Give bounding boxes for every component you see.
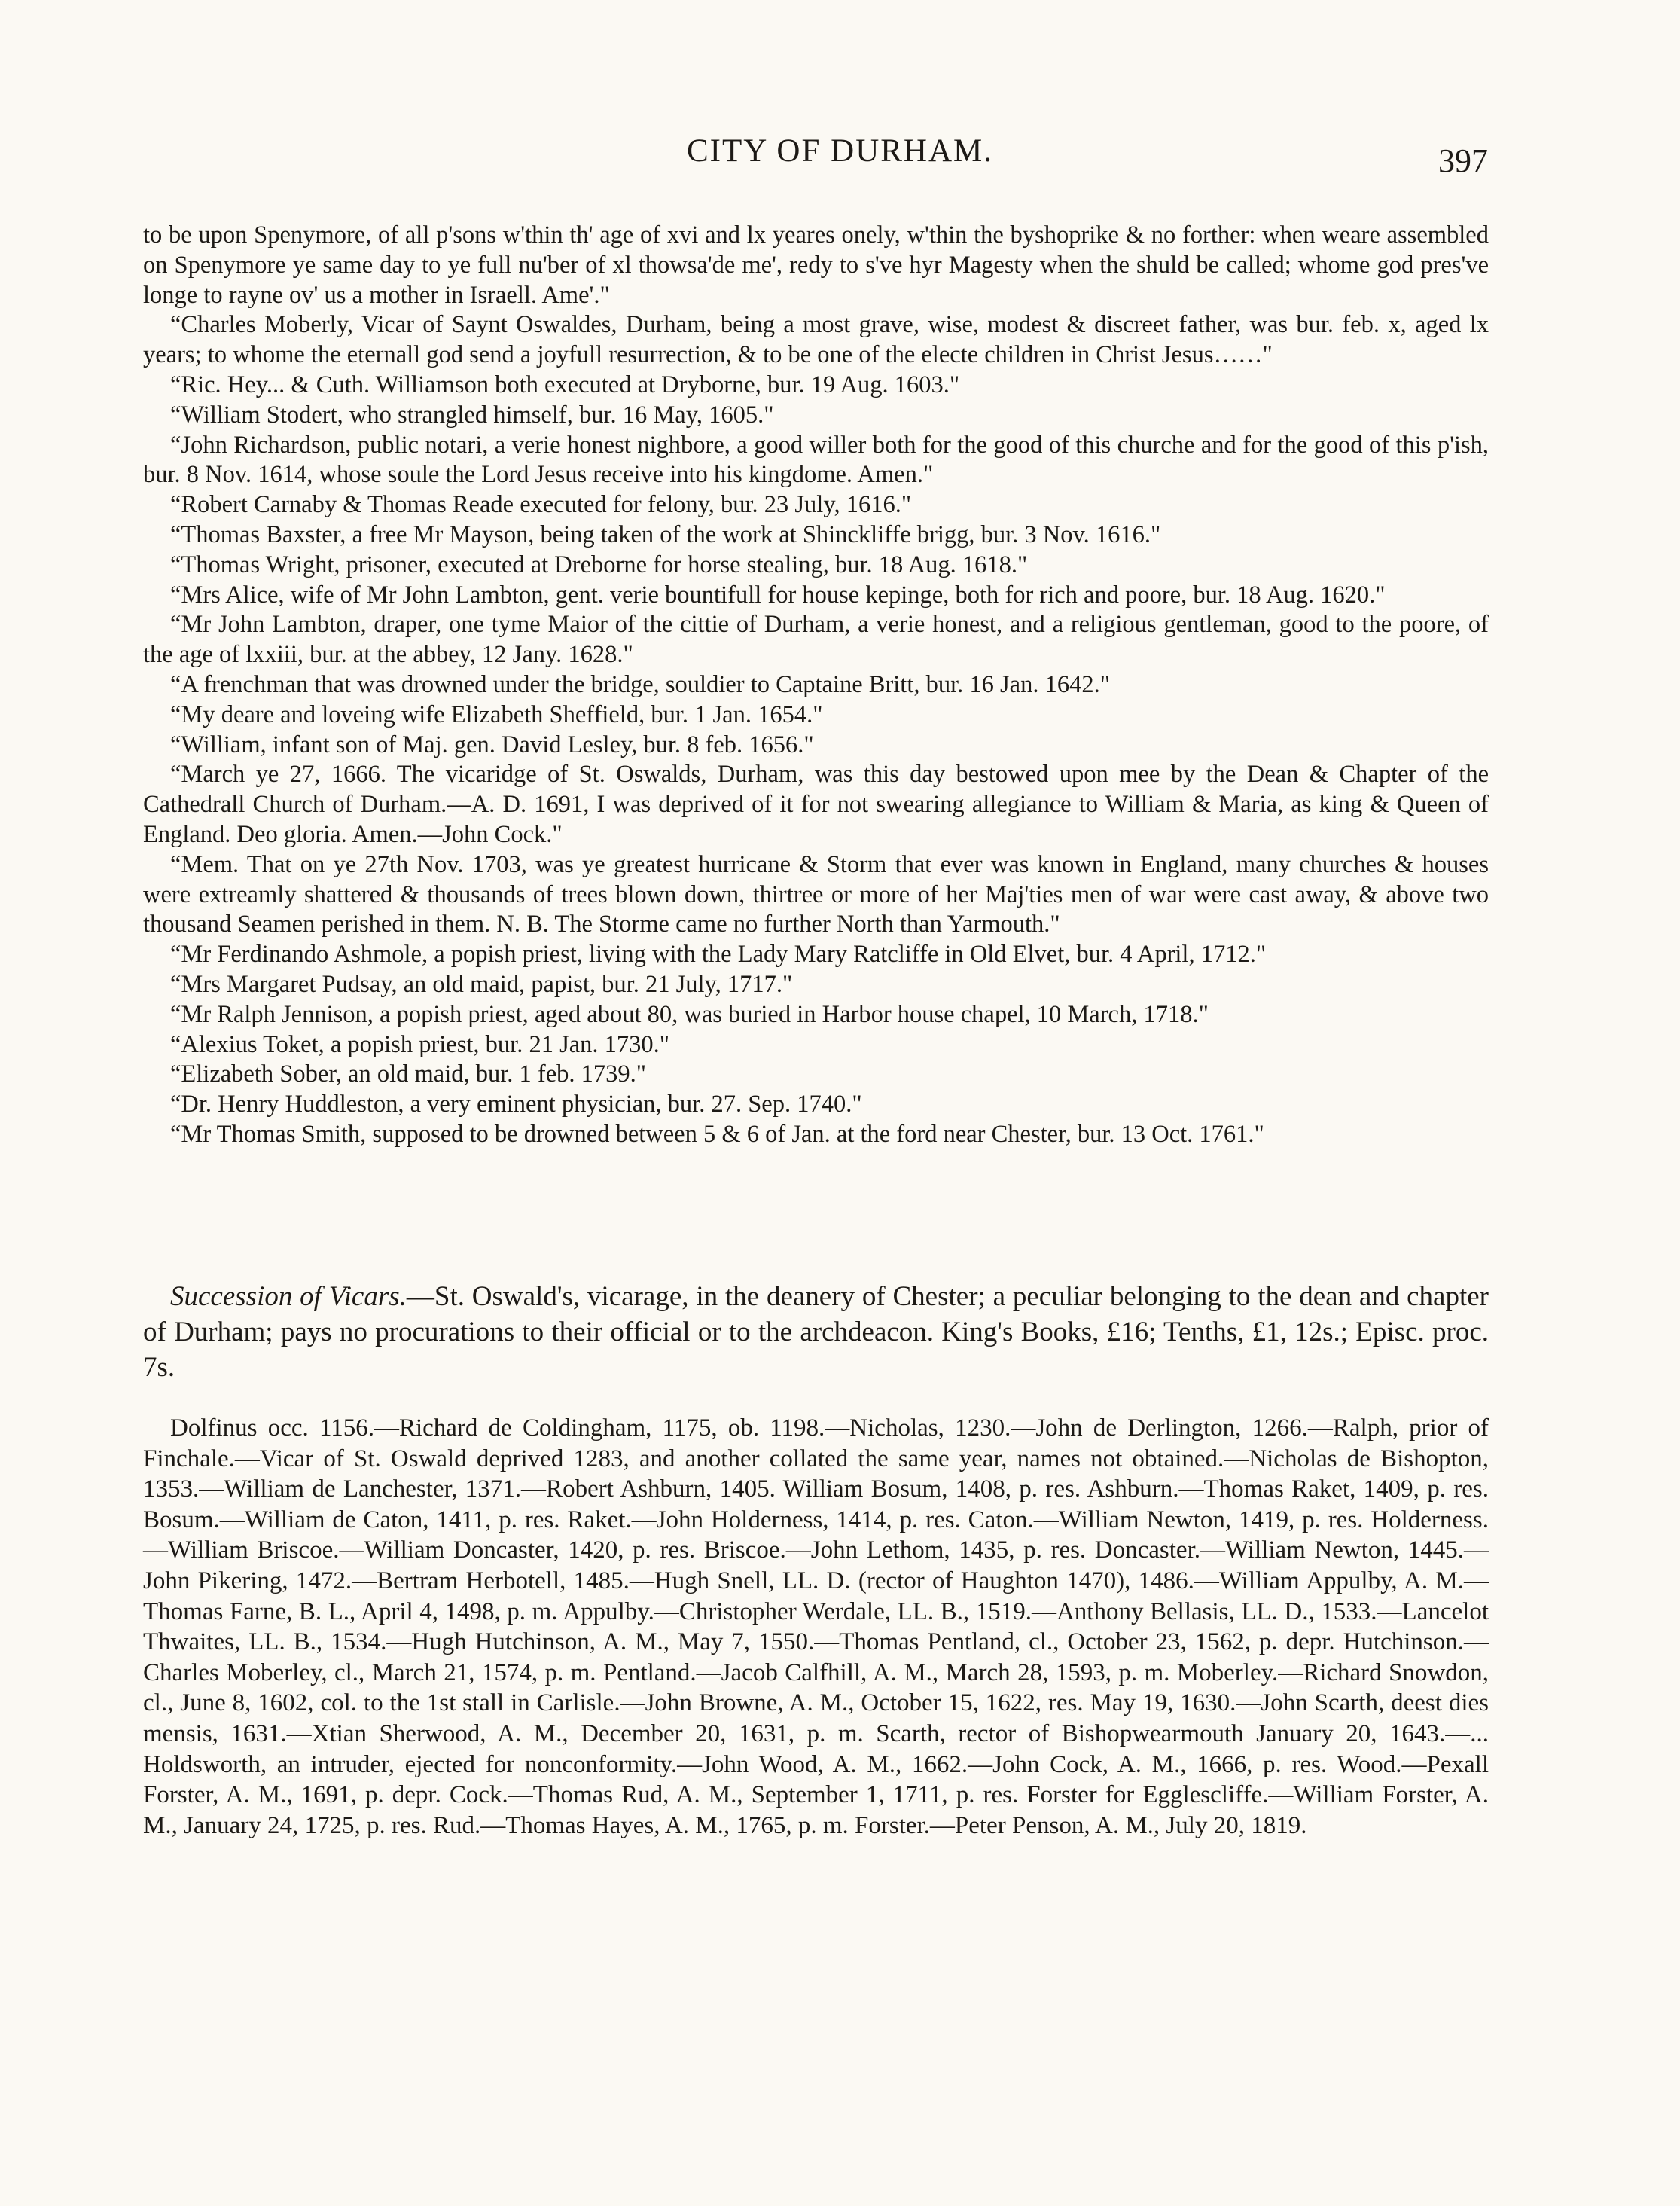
register-entry: “Elizabeth Sober, an old maid, bur. 1 feb. 1739." — [170, 1060, 647, 1088]
register-entry: “Ric. Hey... & Cuth. Williamson both executed at Dryborne, bur. 19 Aug. 1603." — [170, 371, 960, 398]
page-title: CITY OF DURHAM. — [686, 133, 994, 169]
register-entry: “William, infant son of Maj. gen. David Lesley, bur. 8 feb. 1656." — [170, 731, 814, 758]
section-title: Succession of Vicars. — [170, 1281, 407, 1312]
register-entry: “John Richardson, public notari, a verie honest nighbore, a good willer both for the good of this churche and for the good of this p'ish, bur. 8 Nov. 1614, whose soule the Lord Jesus receive into his kingdome. Amen." — [143, 431, 1489, 489]
register-entry: “Dr. Henry Huddleston, a very eminent physician, bur. 27. Sep. 1740." — [170, 1091, 862, 1118]
register-intro: to be upon Spenymore, of all p'sons w'thin th' age of xvi and lx yeares onely, w'thin the byshoprike & no forther: when weare assembled on Spenymore ye same day to ye full nu'ber of xl thowsa'de me', redy to s've hyr Magesty when the shuld be called; whome god pres've longe to rayne ov' us a mother in Israell. Ame'." — [143, 221, 1489, 309]
register-entry: “Mr John Lambton, draper, one tyme Maior of the cittie of Durham, a verie honest, and a religious gentleman, good to the poore, of the age of lxxiii, bur. at the abbey, 12 Jany. 1628." — [143, 611, 1489, 669]
succession-of-vicars-heading — [143, 1279, 1489, 1385]
register-entry: “Alexius Toket, a popish priest, bur. 21 Jan. 1730." — [170, 1030, 670, 1058]
register-entry: “Mr Ralph Jennison, a popish priest, aged about 80, was buried in Harbor house chapel, 10 March, 1718." — [170, 1000, 1209, 1028]
section-description: —St. Oswald's, vicarage, in the deanery of Chester; a peculiar belonging to the dean and chapter of Durham; pays no procurations to their official or to the archdeacon. King's Books, £16; Tenths, £1, 12s.; Episc. proc. 7s. — [143, 1281, 1489, 1383]
register-entry: “Thomas Baxster, a free Mr Mayson, being taken of the work at Shinckliffe brigg, bur. 3 Nov. 1616." — [170, 520, 1161, 548]
register-entry: “March ye 27, 1666. The vicaridge of St. Oswalds, Durham, was this day bestowed upon mee by the Dean & Chapter of the Cathedrall Church of Durham.—A. D. 1691, I was deprived of it for not swearing allegiance to William & Maria, as king & Queen of England. Deo gloria. Amen.—John Cock." — [143, 761, 1489, 848]
register-entry: “A frenchman that was drowned under the bridge, souldier to Captaine Britt, bur. 16 Jan. 1642." — [170, 670, 1110, 698]
register-entry: “Mem. That on ye 27th Nov. 1703, was ye greatest hurricane & Storm that ever was known in England, many churches & houses were extreamly shattered & thousands of trees blown down, thirtree or more of her Maj'ties men of war were cast away, & above two thousand Seamen perished in them. N. B. The Storme came no further North than Yarmouth." — [143, 850, 1489, 938]
page-number: 397 — [1438, 142, 1488, 179]
register-entry: “Mrs Margaret Pudsay, an old maid, papist, bur. 21 July, 1717." — [170, 970, 793, 998]
register-entry: “My deare and loveing wife Elizabeth Sheffield, bur. 1 Jan. 1654." — [170, 700, 823, 728]
register-entry: “Mrs Alice, wife of Mr John Lambton, gent. verie bountifull for house kepinge, both for rich and poore, bur. 18 Aug. 1620." — [170, 581, 1386, 609]
register-entry: “Thomas Wright, prisoner, executed at Dreborne for horse stealing, bur. 18 Aug. 1618." — [170, 551, 1028, 578]
register-entry: “Charles Moberly, Vicar of Saynt Oswaldes, Durham, being a most grave, wise, modest & discreet father, was bur. feb. x, aged lx years; to whome the eternall god send a joyfull resurrection, & to be one of the electe children in Christ Jesus……" — [143, 311, 1489, 369]
register-entry: “Mr Ferdinando Ashmole, a popish priest, living with the Lady Mary Ratcliffe in Old Elvet, bur. 4 April, 1712." — [170, 941, 1267, 969]
register-entry: “William Stodert, who strangled himself, bur. 16 May, 1605." — [170, 401, 774, 429]
vicars-list: Dolfinus occ. 1156.—Richard de Coldingham, 1175, ob. 1198.—Nicholas, 1230.—John de Derlington, 1266.—Ralph, prior of Finchale.—Vicar of St. Oswald deprived 1283, and another collated the same year, names not obtained.—Nicholas de Bishopton, 1353.—William de Lanchester, 1371.—Robert Ashburn, 1405. William Bosum, 1408, p. res. Ashburn.—Thomas Raket, 1409, p. res. Bosum.—William de Caton, 1411, p. res. Raket.—John Holderness, 1414, p. res. Caton.—William Newton, 1419, p. res. Holderness.—William Briscoe.—William Doncaster, 1420, p. res. Briscoe.—John Lethom, 1435, p. res. Doncaster.—William Newton, 1445.—John Pikering, 1472.—Bertram Herbotell, 1485.—Hugh Snell, LL. D. (rector of Haughton 1470), 1486.—William Appulby, A. M.—Thomas Farne, B. L., April 4, 1498, p. m. Appulby.—Christopher Werdale, LL. B., 1519.—Anthony Bellasis, LL. D., 1533.—Lancelot Thwaites, LL. B., 1534.—Hugh Hutchinson, A. M., May 7, 1550.—Thomas Pentland, cl., October 23, 1562, p. depr. Hutchinson.—Charles Moberley, cl., March 21, 1574, p. m. Pentland.—Jacob Calfhill, A. M., March 28, 1593, p. m. Moberley.—Richard Snowdon, cl., June 8, 1602, col. to the 1st stall in Carlisle.—John Browne, A. M., October 15, 1622, res. May 19, 1630.—John Scarth, deest dies mensis, 1631.—Xtian Sherwood, A. M., December 20, 1631, p. m. Scarth, rector of Bishopwearmouth January 20, 1643.—... Holdsworth, an intruder, ejected for nonconformity.—John Wood, A. M., 1662.—John Cock, A. M., 1666, p. res. Wood.—Pexall Forster, A. M., 1691, p. depr. Cock.—Thomas Rud, A. M., September 1, 1711, p. res. Forster for Egglescliffe.—William Forster, A. M., January 24, 1725, p. res. Rud.—Thomas Hayes, A. M., 1765, p. m. Forster.—Peter Penson, A. M., July 20, 1819. — [143, 1414, 1489, 1839]
parish-register-extracts — [143, 221, 1489, 1150]
register-entry: “Mr Thomas Smith, supposed to be drowned between 5 & 6 of Jan. at the ford near Chester, bur. 13 Oct. 1761." — [170, 1120, 1264, 1148]
register-entry: “Robert Carnaby & Thomas Reade executed for felony, bur. 23 July, 1616." — [170, 491, 912, 519]
